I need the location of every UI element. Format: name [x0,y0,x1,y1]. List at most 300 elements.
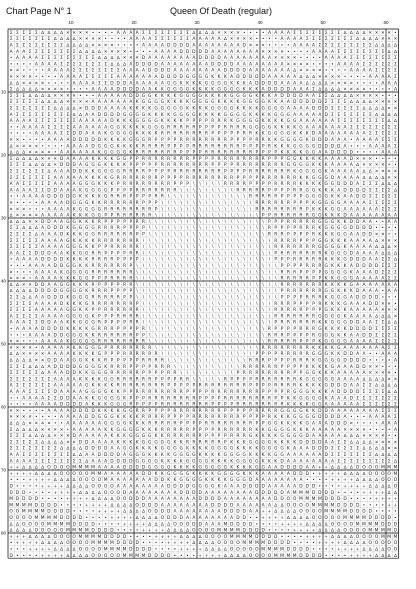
symbol-cell: G [103,169,108,175]
symbol-cell: A [349,201,353,207]
symbol-cell: • [53,421,57,427]
symbol-cell: G [229,471,234,477]
symbol-cell: • [22,270,26,276]
symbol-cell: G [141,112,146,118]
symbol-cell: \ [161,245,164,251]
symbol-cell: A [280,478,284,484]
symbol-cell: A [192,497,196,503]
symbol-cell: P [173,377,177,383]
symbol-cell: A [72,125,76,131]
symbol-cell: A [110,87,114,93]
symbol-cell: D [362,264,366,270]
symbol-cell: R [236,396,240,402]
symbol-cell: D [330,150,335,156]
symbol-cell: \ [205,295,208,301]
symbol-cell: A [393,289,397,295]
symbol-cell: G [154,459,158,465]
symbol-cell: A [324,421,328,427]
symbol-cell: Σ [28,100,32,106]
symbol-cell: A [305,112,309,118]
symbol-cell: ✕ [28,282,32,288]
symbol-cell: A [85,125,89,131]
symbol-cell: M [362,522,366,528]
symbol-cell: P [179,415,183,421]
symbol-cell: \ [174,320,176,326]
symbol-cell: R [179,377,183,383]
symbol-cell: • [387,87,391,93]
symbol-cell: K [60,276,63,282]
symbol-cell: R [217,138,221,144]
symbol-cell: A [22,257,26,263]
symbol-cell: G [311,188,316,194]
symbol-cell: G [198,93,202,99]
symbol-cell: R [280,175,284,181]
symbol-cell: R [167,390,171,396]
symbol-cell: D [236,516,240,522]
symbol-cell: \ [256,219,258,225]
symbol-cell: Σ [331,43,334,49]
symbol-cell: Σ [41,377,45,383]
symbol-cell: M [15,503,20,509]
symbol-cell: Σ [97,68,101,74]
symbol-cell: \ [212,289,214,295]
symbol-cell: K [274,138,278,144]
symbol-cell: Σ [331,446,334,452]
symbol-cell: ∆ [148,522,152,528]
symbol-cell: R [299,257,303,263]
symbol-cell: • [28,62,32,68]
symbol-cell: P [249,144,252,150]
symbol-cell: \ [249,339,252,345]
symbol-cell: K [337,282,341,288]
symbol-cell: \ [136,282,138,288]
symbol-cell: R [135,182,139,188]
symbol-cell: • [274,37,278,43]
symbol-cell: K [211,459,215,465]
symbol-cell: G [192,93,196,99]
symbol-cell: + [267,516,272,522]
symbol-cell: G [236,459,240,465]
symbol-cell: P [318,276,322,282]
symbol-cell: A [116,30,120,36]
symbol-cell: K [312,364,315,370]
symbol-cell: R [217,421,221,427]
symbol-cell: ✕ [15,339,20,345]
symbol-cell: Σ [337,49,341,55]
symbol-cell: D [91,528,95,534]
symbol-cell: D [103,534,108,540]
symbol-cell: P [98,276,101,282]
symbol-cell: Σ [47,175,51,181]
symbol-cell: A [261,503,265,509]
symbol-cell: R [293,383,297,389]
symbol-cell: A [368,245,372,251]
symbol-cell: \ [205,251,208,257]
symbol-cell: R [192,125,196,131]
symbol-cell: O [355,528,360,534]
symbol-cell: G [154,119,158,125]
symbol-cell: K [85,245,89,251]
symbol-cell: ✕ [374,163,379,169]
symbol-cell: D [343,497,347,503]
symbol-cell: M [65,522,70,528]
symbol-cell: ✕ [374,93,379,99]
symbol-cell: A [53,182,57,188]
symbol-cell: A [337,175,341,181]
symbol-cell: P [312,238,315,244]
symbol-cell: A [9,390,13,396]
symbol-cell: + [381,490,385,496]
symbol-cell: • [394,232,397,238]
symbol-cell: A [47,131,51,137]
symbol-cell: A [204,503,208,509]
symbol-cell: R [110,301,114,307]
symbol-cell: A [22,125,26,131]
symbol-cell: A [305,119,309,125]
symbol-cell: \ [243,301,245,307]
symbol-cell: \ [180,352,182,358]
symbol-cell: A [66,144,70,150]
symbol-cell: Σ [53,56,57,62]
symbol-cell: O [286,497,291,503]
symbol-cell: R [280,251,284,257]
symbol-cell: P [242,377,246,383]
symbol-cell: ∆ [47,471,51,477]
symbol-cell: A [293,81,297,87]
symbol-cell: • [16,396,19,402]
symbol-cell: R [110,270,114,276]
symbol-cell: A [368,270,372,276]
symbol-cell: • [362,421,366,427]
symbol-cell: \ [230,352,233,358]
symbol-cell: G [211,106,215,112]
symbol-cell: R [148,144,152,150]
symbol-cell: G [78,333,83,339]
symbol-cell: \ [161,207,164,213]
symbol-cell: R [167,150,171,156]
symbol-cell: G [166,106,171,112]
symbol-cell: • [22,339,26,345]
symbol-cell: K [205,478,208,484]
symbol-cell: G [78,226,83,232]
symbol-cell: R [293,270,297,276]
symbol-cell: ✕ [40,156,45,162]
symbol-cell: G [242,478,246,484]
symbol-cell: \ [249,308,252,314]
symbol-cell: Σ [394,68,397,74]
symbol-cell: Σ [381,201,385,207]
symbol-cell: A [249,81,253,87]
symbol-cell: ✕ [381,232,385,238]
symbol-cell: D [135,62,139,68]
symbol-cell: K [110,138,114,144]
symbol-cell: ✕ [343,87,347,93]
symbol-cell: ∆ [356,37,360,43]
symbol-cell: \ [186,352,189,358]
symbol-cell: A [66,408,70,414]
symbol-cell: \ [262,295,264,301]
symbol-cell: G [122,112,127,118]
symbol-cell: \ [174,201,176,207]
symbol-cell: ∆ [110,497,114,503]
symbol-cell: D [355,503,360,509]
symbol-cell: D [261,490,265,496]
symbol-cell: D [154,478,158,484]
symbol-cell: R [286,345,290,351]
symbol-cell: A [368,68,372,74]
symbol-cell: G [166,446,171,452]
symbol-cell: A [66,415,70,421]
symbol-cell: \ [218,188,220,194]
symbol-cell: Σ [53,119,57,125]
symbol-cell: K [324,169,328,175]
symbol-cell: \ [193,364,195,370]
symbol-cell: M [103,478,108,484]
symbol-cell: A [375,289,379,295]
symbol-cell: G [261,106,265,112]
symbol-cell: G [122,427,127,433]
symbol-cell: A [330,459,334,465]
symbol-cell: + [280,522,284,528]
symbol-cell: K [299,182,303,188]
symbol-cell: \ [205,201,208,207]
symbol-cell: G [318,213,322,219]
symbol-cell: Σ [47,390,51,396]
symbol-cell: D [53,188,57,194]
symbol-cell: \ [256,339,258,345]
symbol-cell: K [286,150,290,156]
symbol-cell: G [337,270,341,276]
symbol-cell: ✕ [236,30,240,36]
symbol-cell: ✕ [47,87,51,93]
symbol-cell: O [198,528,202,534]
symbol-cell: G [148,434,152,440]
symbol-cell: R [261,175,265,181]
symbol-cell: \ [199,308,201,314]
symbol-cell: R [91,270,95,276]
symbol-cell: D [122,87,127,93]
symbol-cell: ✕ [362,163,366,169]
symbol-cell: K [230,119,234,125]
symbol-cell: A [66,345,70,351]
symbol-cell: ✕ [28,150,32,156]
symbol-cell: \ [230,289,233,295]
symbol-cell: A [85,150,89,156]
symbol-cell: G [91,371,95,377]
symbol-cell: Σ [331,106,334,112]
symbol-cell: R [110,295,114,301]
symbol-cell: P [280,327,284,333]
symbol-cell: A [97,427,101,433]
symbol-cell: A [249,68,253,74]
symbol-cell: M [34,516,39,522]
symbol-cell: R [160,188,164,194]
symbol-cell: R [148,415,152,421]
symbol-cell: \ [161,226,164,232]
symbol-cell: Σ [9,93,13,99]
symbol-cell: • [312,471,315,477]
symbol-cell: Σ [394,138,397,144]
symbol-cell: P [110,251,114,257]
symbol-cell: R [123,308,127,314]
symbol-cell: • [41,75,44,81]
symbol-cell: K [318,339,322,345]
symbol-cell: K [280,415,284,421]
symbol-cell: M [28,503,32,509]
symbol-cell: Σ [91,75,95,81]
symbol-cell: K [160,112,164,118]
symbol-cell: K [337,308,341,314]
symbol-cell: D [72,138,76,144]
symbol-cell: + [368,490,373,496]
symbol-cell: G [185,471,190,477]
symbol-cell: D [47,320,51,326]
symbol-cell: R [110,232,114,238]
symbol-cell: \ [186,345,189,351]
symbol-cell: D [261,81,265,87]
symbol-cell: Σ [362,182,366,188]
symbol-cell: Σ [66,453,70,459]
symbol-cell: \ [193,219,195,225]
symbol-cell: K [242,471,246,477]
symbol-cell: A [60,390,64,396]
symbol-cell: G [324,264,328,270]
symbol-cell: \ [230,358,233,364]
symbol-cell: A [116,100,120,106]
symbol-cell: \ [230,257,233,263]
symbol-cell: \ [224,270,227,276]
symbol-cell: A [60,383,64,389]
symbol-cell: + [135,522,139,528]
symbol-cell: A [362,282,366,288]
symbol-cell: K [299,150,303,156]
symbol-cell: R [186,396,190,402]
symbol-cell: K [318,156,322,162]
symbol-cell: Σ [381,257,385,263]
symbol-cell: R [286,213,290,219]
symbol-cell: Σ [368,131,372,137]
symbol-cell: A [123,106,127,112]
symbol-cell: A [47,402,51,408]
symbol-cell: • [129,534,133,540]
symbol-cell: G [229,446,234,452]
symbol-cell: G [97,169,102,175]
symbol-cell: A [293,43,297,49]
symbol-cell: A [160,43,164,49]
symbol-cell: D [349,352,354,358]
symbol-cell: A [160,56,164,62]
symbol-cell: ∆ [34,465,38,471]
symbol-cell: + [110,516,114,522]
symbol-cell: D [305,440,309,446]
symbol-cell: A [204,43,208,49]
symbol-cell: \ [230,232,233,238]
symbol-cell: R [293,207,297,213]
symbol-cell: ✕ [53,427,58,433]
symbol-cell: M [374,528,379,534]
symbol-cell: K [72,207,76,213]
symbol-cell: A [53,201,57,207]
symbol-cell: ✕ [229,30,234,36]
symbol-cell: R [211,138,215,144]
symbol-cell: G [116,131,120,137]
symbol-cell: G [343,251,347,257]
symbol-cell: M [78,534,83,540]
symbol-cell: + [336,478,341,484]
symbol-cell: G [192,459,196,465]
symbol-cell: D [116,453,120,459]
symbol-cell: A [274,478,278,484]
symbol-cell: \ [243,207,245,213]
symbol-cell: Σ [28,251,32,257]
symbol-cell: ✕ [368,434,373,440]
symbol-cell: D [355,194,360,200]
symbol-cell: G [91,390,95,396]
symbol-cell: M [305,497,310,503]
symbol-cell: \ [230,314,233,320]
symbol-cell: D [362,333,366,339]
symbol-cell: A [267,465,271,471]
symbol-cell: Σ [28,112,32,118]
symbol-cell: \ [142,270,145,276]
symbol-cell: \ [149,295,151,301]
symbol-cell: ∆ [47,534,51,540]
symbol-cell: R [286,238,290,244]
symbol-cell: Σ [337,119,341,125]
symbol-cell: R [192,163,196,169]
symbol-cell: + [318,471,322,477]
symbol-cell: A [160,484,164,490]
symbol-cell: \ [224,251,227,257]
symbol-cell: G [299,169,303,175]
symbol-cell: P [192,150,196,156]
symbol-cell: • [28,276,32,282]
symbol-cell: P [211,396,215,402]
symbol-cell: R [154,396,158,402]
symbol-cell: D [103,446,108,452]
symbol-cell: \ [193,276,195,282]
symbol-cell: \ [180,301,182,307]
symbol-cell: G [280,112,284,118]
symbol-cell: A [66,175,70,181]
symbol-cell: A [47,364,51,370]
symbol-cell: ∆ [34,364,38,370]
symbol-cell: + [59,490,64,496]
symbol-cell: K [192,446,196,452]
symbol-cell: A [349,339,353,345]
symbol-cell: D [217,62,221,68]
symbol-cell: \ [212,352,214,358]
symbol-cell: K [217,484,221,490]
symbol-cell: D [255,484,259,490]
symbol-cell: A [167,490,171,496]
symbol-cell: \ [161,219,164,225]
symbol-cell: ✕ [15,68,20,74]
symbol-cell: R [141,169,145,175]
symbol-cell: ∆ [60,478,64,484]
symbol-cell: ∆ [393,383,397,389]
symbol-cell: D [141,471,146,477]
symbol-cell: O [53,465,57,471]
symbol-cell: ✕ [387,440,391,446]
symbol-cell: A [34,295,38,301]
symbol-cell: R [186,163,190,169]
symbol-cell: \ [167,314,170,320]
symbol-cell: D [229,68,234,74]
symbol-cell: D [324,490,328,496]
symbol-cell: K [85,264,89,270]
symbol-cell: \ [218,377,220,383]
